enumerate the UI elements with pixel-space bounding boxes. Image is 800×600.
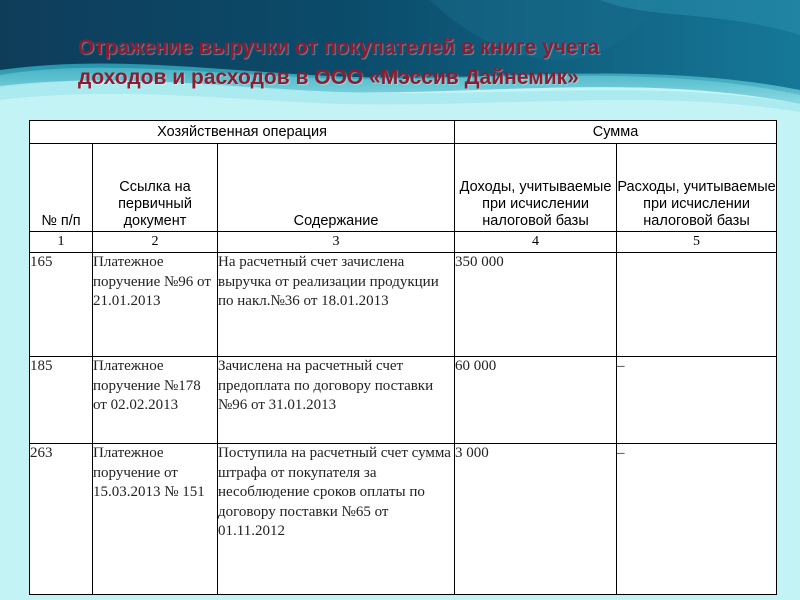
row-doc: Платежное поручение №178 от 02.02.2013 (93, 357, 218, 444)
title-line-2: доходов и расходов в ООО «Мэссив Дайнемик» (78, 66, 579, 89)
row-doc: Платежное поручение №96 от 21.01.2013 (93, 253, 218, 357)
group-header-amount: Сумма (455, 121, 777, 144)
row-income: 60 000 (455, 357, 617, 444)
group-header-row (30, 121, 777, 144)
row-content: Поступила на расчетный счет сумма штрафа от покупателя за несоблюдение сроков оплаты по договору поставки №65 от 01.11.2012 (218, 444, 455, 595)
table-row (30, 253, 777, 357)
column-number: 2 (93, 232, 218, 253)
table-row (30, 444, 777, 595)
row-content: На расчетный счет зачислена выручка от реализации продукции по накл.№36 от 18.01.2013 (218, 253, 455, 357)
row-expense: – (617, 444, 777, 595)
income-expense-ledger-table (29, 120, 777, 595)
row-income: 3 000 (455, 444, 617, 595)
column-header-row (30, 144, 777, 232)
row-expense (617, 253, 777, 357)
column-number: 1 (30, 232, 93, 253)
table-row (30, 357, 777, 444)
column-header-num: № п/п (30, 144, 93, 232)
title-line-1: Отражение выручки от покупателей в книге учета (78, 36, 600, 59)
column-number: 3 (218, 232, 455, 253)
row-income: 350 000 (455, 253, 617, 357)
column-header-content: Содержание (218, 144, 455, 232)
column-header-doc: Ссылка на первичный документ (93, 144, 218, 232)
row-num: 263 (30, 444, 93, 595)
column-number-row (30, 232, 777, 253)
group-header-operation: Хозяйственная операция (30, 121, 455, 144)
column-header-income: Доходы, учитываемые при исчислении налоговой базы (455, 144, 617, 232)
column-number: 5 (617, 232, 777, 253)
column-number: 4 (455, 232, 617, 253)
row-content: Зачислена на расчетный счет предоплата по договору поставки №96 от 31.01.2013 (218, 357, 455, 444)
row-num: 165 (30, 253, 93, 357)
column-header-expense: Расходы, учитываемые при исчислении налоговой базы (617, 144, 777, 232)
row-doc: Платежное поручение от 15.03.2013 № 151 (93, 444, 218, 595)
page-title (78, 33, 778, 93)
row-expense: – (617, 357, 777, 444)
row-num: 185 (30, 357, 93, 444)
